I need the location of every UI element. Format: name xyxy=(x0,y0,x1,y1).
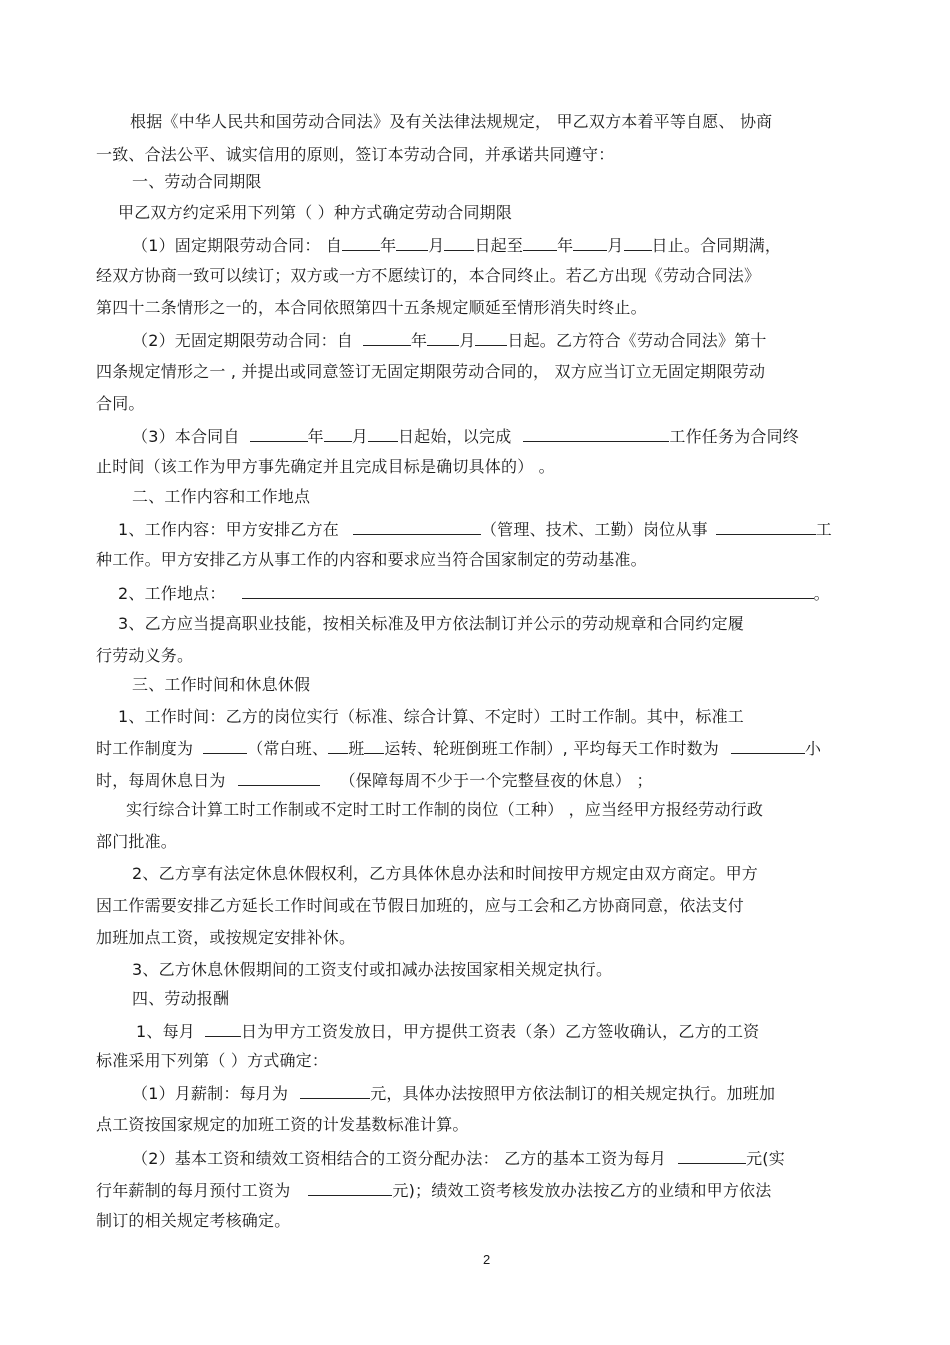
blank-field[interactable] xyxy=(427,330,459,346)
blank-field[interactable] xyxy=(363,330,411,346)
text: 止时间（该工作为甲方事先确定并且完成目标是确切具体的） 。 xyxy=(96,457,555,476)
open-term-line-2 xyxy=(96,362,765,382)
section-1-heading xyxy=(132,172,262,192)
text: （3）本合同自 xyxy=(132,427,240,446)
text: 1、工作时间：乙方的岗位实行（标准、综合计算、不定时）工时工作制。其中，标准工 xyxy=(118,707,744,726)
page-number: 2 xyxy=(483,1252,491,1267)
text: 四条规定情形之一 , 并提出或同意签订无固定期限劳动合同的， 双方应当订立无固定期限劳动 xyxy=(96,362,766,381)
blank-field[interactable] xyxy=(523,235,557,251)
section-2-heading xyxy=(132,487,310,507)
text: 工作任务为合同终 xyxy=(669,427,800,446)
comprehensive-hours-line-2 xyxy=(96,832,177,852)
blank-field[interactable] xyxy=(678,1148,746,1164)
base-salary-line xyxy=(132,1148,785,1168)
blank-field[interactable] xyxy=(353,519,481,535)
text: 标准采用下列第（ ）方式确定： xyxy=(96,1051,329,1070)
text: 甲乙双方约定采用下列第（ ）种方式确定劳动合同期限 xyxy=(118,203,513,222)
text: 元，具体办法按照甲方依法制订的相关规定执行。加班加 xyxy=(370,1084,776,1103)
blank-field[interactable] xyxy=(624,235,652,251)
text: （1）月薪制：每月为 xyxy=(132,1084,289,1103)
text: 月 xyxy=(459,331,476,350)
skills-line xyxy=(118,614,744,634)
text: （常白班、 xyxy=(247,739,329,758)
section-4-heading xyxy=(132,989,229,1009)
blank-field[interactable] xyxy=(238,770,320,786)
text: 月 xyxy=(607,236,624,255)
text: 工 xyxy=(815,520,832,539)
text: 日止。合同期满， xyxy=(651,236,782,255)
text: （2）基本工资和绩效工资相结合的工资分配办法： 乙方的基本工资为每月 xyxy=(132,1149,667,1168)
intro-line-1 xyxy=(130,112,772,132)
payday-line xyxy=(136,1021,759,1041)
text: 制订的相关规定考核确定。 xyxy=(96,1211,291,1230)
text: 。 xyxy=(813,584,830,603)
text: 因工作需要安排乙方延长工作时间或在节假日加班的，应与工会和乙方协商同意，依法支付 xyxy=(96,896,745,915)
rest-rights-line xyxy=(132,864,758,884)
text: 3、乙方应当提高职业技能，按相关标准及甲方依法制订并公示的劳动规章和合同约定履 xyxy=(118,614,744,633)
text: （保障每周不少于一个完整昼夜的休息） ； xyxy=(339,771,653,790)
blank-field[interactable] xyxy=(444,235,474,251)
text: 年 xyxy=(557,236,574,255)
blank-field[interactable] xyxy=(475,330,507,346)
text: 行年薪制的每月预付工资为 xyxy=(96,1181,291,1200)
monthly-salary-line-2 xyxy=(96,1115,469,1135)
text: 日起始，以完成 xyxy=(398,427,512,446)
blank-field[interactable] xyxy=(573,235,607,251)
text: 第四十二条情形之一的，本合同依照第四十五条规定顺延至情形消失时终止。 xyxy=(96,298,647,317)
fixed-term-line-2 xyxy=(96,266,760,286)
text: （2）无固定期限劳动合同：自 xyxy=(132,331,353,350)
work-time-line-3 xyxy=(96,770,653,790)
monthly-salary-line xyxy=(132,1083,775,1103)
text: 时，每周休息日为 xyxy=(96,771,226,790)
text: 年 xyxy=(380,236,397,255)
blank-field[interactable] xyxy=(250,426,308,442)
open-term-line-3 xyxy=(96,394,145,414)
term-method-line xyxy=(118,203,512,223)
rest-rights-line-2 xyxy=(96,896,744,916)
task-term-line xyxy=(132,426,799,446)
intro-line-2 xyxy=(96,145,614,165)
leave-pay-line xyxy=(132,960,612,980)
blank-field[interactable] xyxy=(396,235,428,251)
text: 加班加点工资，或按规定安排补休。 xyxy=(96,928,356,947)
text: 年 xyxy=(307,427,324,446)
section-3-heading xyxy=(132,675,310,695)
text: 实行综合计算工时工作制或不定时工时工作制的岗位（工种） ，应当经甲方报经劳动行政 xyxy=(126,800,764,819)
work-location-line xyxy=(118,583,830,603)
blank-field[interactable] xyxy=(300,1083,370,1099)
text: 部门批准。 xyxy=(96,832,178,851)
text: 四、劳动报酬 xyxy=(132,989,230,1008)
text: 三、工作时间和休息休假 xyxy=(132,675,311,694)
fixed-term-line xyxy=(132,235,781,255)
fixed-term-line-3 xyxy=(96,298,647,318)
skills-line-2 xyxy=(96,646,193,666)
text: 日为甲方工资发放日，甲方提供工资表（条）乙方签收确认，乙方的工资 xyxy=(240,1022,760,1041)
text: 元(实 xyxy=(746,1149,785,1168)
rest-rights-line-3 xyxy=(96,928,355,948)
blank-field[interactable] xyxy=(368,426,398,442)
text: （管理、技术、工勤）岗位从事 xyxy=(480,520,708,539)
work-time-line xyxy=(118,707,744,727)
text: 一、劳动合同期限 xyxy=(132,172,262,191)
blank-field[interactable] xyxy=(731,738,805,754)
text: 经双方协商一致可以续订；双方或一方不愿续订的，本合同终止。若乙方出现《劳动合同法》 xyxy=(96,266,761,285)
text: （1）固定期限劳动合同： 自 xyxy=(132,236,343,255)
work-content-line xyxy=(118,519,832,539)
blank-field[interactable] xyxy=(205,1021,241,1037)
text: 二、工作内容和工作地点 xyxy=(132,487,311,506)
blank-field[interactable] xyxy=(203,738,247,754)
text: 种工作。甲方安排乙方从事工作的内容和要求应当符合国家制定的劳动基准。 xyxy=(96,550,647,569)
base-salary-line-3 xyxy=(96,1211,290,1231)
text: 运转、轮班倒班工作制）, 平均每天工作时数为 xyxy=(384,739,719,758)
text: 一致、合法公平、诚实信用的原则，签订本劳动合同，并承诺共同遵守： xyxy=(96,145,615,164)
open-term-line xyxy=(132,330,767,350)
blank-field[interactable] xyxy=(342,235,380,251)
text: 日起至 xyxy=(474,236,524,255)
text: 时工作制度为 xyxy=(96,739,194,758)
blank-field[interactable] xyxy=(523,426,669,442)
text: 合同。 xyxy=(96,394,145,413)
text: 班 xyxy=(348,739,365,758)
text: 元)；绩效工资考核发放办法按乙方的业绩和甲方依法 xyxy=(392,1181,772,1200)
text: 根据《中华人民共和国劳动合同法》及有关法律法规规定， 甲乙双方本着平等自愿、 协商 xyxy=(130,112,773,131)
text: 年 xyxy=(410,331,428,350)
text: 3、乙方休息休假期间的工资支付或扣减办法按国家相关规定执行。 xyxy=(132,960,613,979)
comprehensive-hours-line xyxy=(126,800,763,820)
text: 1、每月 xyxy=(136,1022,195,1041)
text: 日起。乙方符合《劳动合同法》第十 xyxy=(507,331,767,350)
blank-field[interactable] xyxy=(242,583,814,599)
text: 行劳动义务。 xyxy=(96,646,194,665)
text: 1、工作内容：甲方安排乙方在 xyxy=(118,520,339,539)
text: 点工资按国家规定的加班工资的计发基数标准计算。 xyxy=(96,1115,469,1134)
work-time-line-2 xyxy=(96,738,821,758)
text: 小 xyxy=(805,739,822,758)
blank-field[interactable] xyxy=(716,519,816,535)
text: 月 xyxy=(351,427,368,446)
blank-field[interactable] xyxy=(364,738,384,754)
text: 2、工作地点： xyxy=(118,584,226,603)
work-content-line-2 xyxy=(96,550,647,570)
blank-field[interactable] xyxy=(308,1180,392,1196)
base-salary-line-2 xyxy=(96,1180,771,1200)
blank-field[interactable] xyxy=(328,738,348,754)
task-term-line-2 xyxy=(96,457,555,477)
text: 2、乙方享有法定休息休假权利，乙方具体休息办法和时间按甲方规定由双方商定。甲方 xyxy=(132,864,758,883)
blank-field[interactable] xyxy=(324,426,352,442)
payday-line-2 xyxy=(96,1051,328,1071)
text: 月 xyxy=(428,236,445,255)
